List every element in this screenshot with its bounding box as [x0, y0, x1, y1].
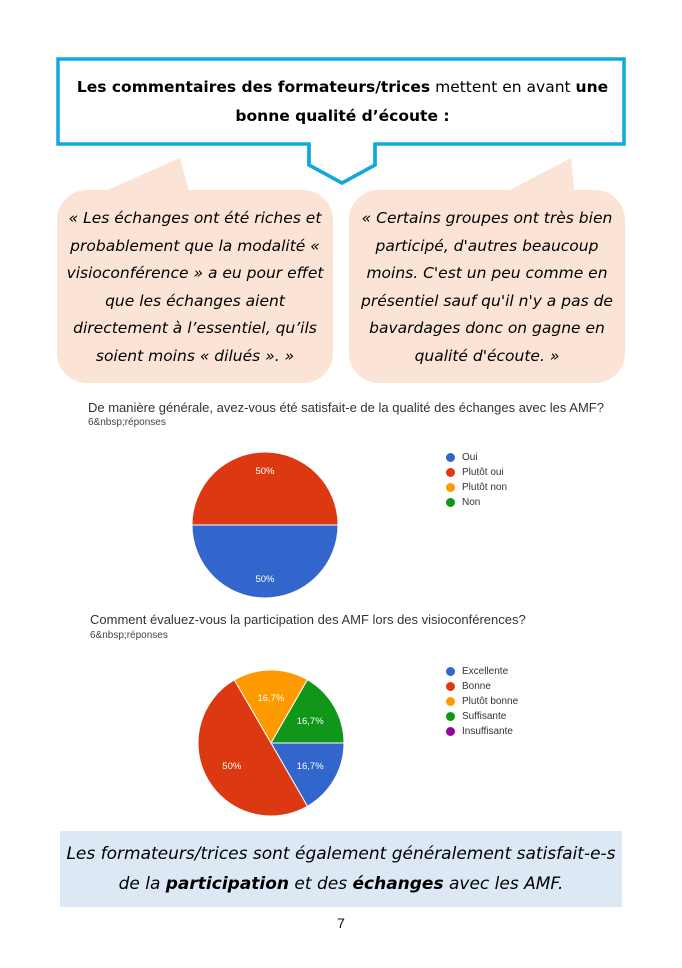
quote-right [349, 205, 625, 370]
legend-swatch [446, 712, 455, 721]
pie-slice-label: 50% [222, 761, 242, 773]
callout-verb: mettent en avant [430, 78, 576, 96]
legend-item [446, 495, 507, 510]
conclusion-line2 [60, 869, 622, 899]
conclusion-bold-echanges: échanges [352, 874, 444, 894]
conclusion-text: et des [289, 874, 353, 894]
page-number: 7 [337, 915, 345, 931]
legend-label: Plutôt bonne [462, 696, 519, 707]
legend-label: Excellente [462, 666, 509, 677]
legend-label: Plutôt oui [462, 467, 504, 478]
legend-swatch [446, 498, 455, 507]
quote-line: bavardages donc on gagne en [369, 319, 605, 337]
chart2-subtitle: 6&nbsp;réponses [90, 630, 168, 641]
pie-slice-label: 16,7% [296, 715, 324, 727]
quote-line: moins. C'est un peu comme en [366, 264, 608, 282]
quote-line: « Certains groupes ont très bien [361, 209, 613, 227]
legend-swatch [446, 468, 455, 477]
legend-item [446, 450, 507, 465]
quote-left [57, 205, 333, 370]
legend-item [446, 480, 507, 495]
chart2-title: Comment évaluez-vous la participation des AMF lors des visioconférences? [90, 612, 526, 627]
legend-swatch [446, 453, 455, 462]
quote-line: probablement que la modalité « [70, 236, 320, 255]
quote-line: participé, d'autres beaucoup [375, 236, 599, 255]
legend-swatch [446, 483, 455, 492]
legend-swatch [446, 682, 455, 691]
chart1-legend [446, 450, 507, 510]
conclusion-text: avec les AMF. [443, 874, 564, 894]
conclusion-box [60, 831, 622, 907]
quote-line: soient moins « dilués ». » [95, 346, 295, 365]
quote-line: que les échanges aient [105, 291, 285, 310]
legend-swatch [446, 667, 455, 676]
pie-slice-oui [192, 525, 338, 598]
chart1-title: De manière générale, avez-vous été satisfait-e de la qualité des échanges avec les AMF? [88, 400, 604, 415]
pie-slice-plutot-oui [192, 452, 338, 525]
pie-slice-label: 50% [255, 574, 275, 585]
quote-line: qualité d'écoute. » [414, 346, 560, 365]
quote-line: présentiel sauf qu'il n'y a pas de [361, 291, 613, 310]
quote-line: « Les échanges ont été riches et [68, 209, 322, 227]
legend-item [446, 694, 518, 709]
chart2-legend [446, 664, 518, 739]
legend-item [446, 709, 518, 724]
chart1-pie [180, 440, 350, 610]
chart2-pie [186, 658, 356, 828]
callout-bold-object: une bonne qualité d’écoute : [235, 78, 609, 125]
pie-slice-label: 16,7% [296, 761, 324, 773]
legend-label: Plutôt non [462, 482, 508, 493]
legend-item [446, 664, 518, 679]
conclusion-line1: Les formateurs/trices sont également généralement satisfait-e-s [66, 844, 616, 864]
legend-swatch [446, 727, 455, 736]
legend-label: Insuffisante [462, 726, 513, 737]
quote-line: visioconférence » a eu pour effet [66, 264, 324, 282]
pie-slice-label: 16,7% [257, 693, 285, 705]
legend-item [446, 679, 518, 694]
chart1-subtitle: 6&nbsp;réponses [88, 417, 166, 428]
quote-line: directement à l’essentiel, qu’ils [73, 319, 317, 337]
conclusion-text: de la [118, 874, 166, 894]
legend-item [446, 465, 507, 480]
legend-item [446, 724, 518, 739]
pie-slice-label: 50% [255, 466, 275, 477]
callout-bold-subject: Les commentaires des formateurs/trices [76, 78, 431, 96]
legend-label: Oui [462, 452, 478, 463]
legend-label: Non [462, 497, 481, 508]
legend-swatch [446, 697, 455, 706]
legend-label: Bonne [462, 681, 491, 692]
legend-label: Suffisante [462, 711, 507, 722]
conclusion-bold-participation: participation [165, 874, 290, 894]
